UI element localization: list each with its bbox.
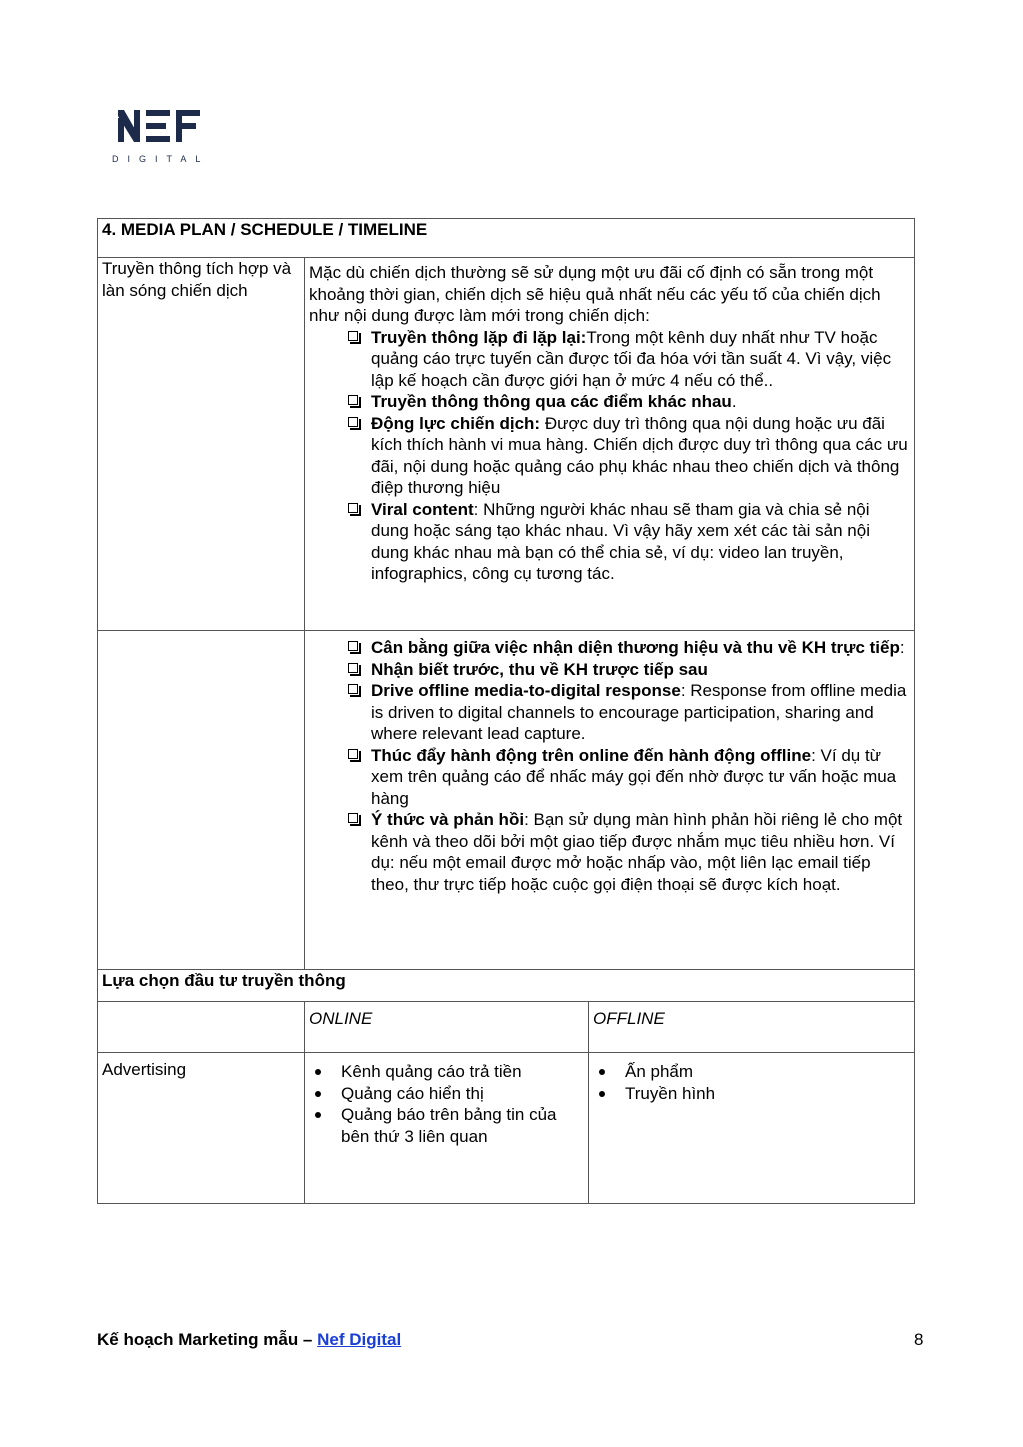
- investment-blank-cell: [98, 1002, 305, 1053]
- list-item: Nhận biết trước, thu về KH trược tiếp sau: [341, 659, 910, 681]
- list-item: Quảng báo trên bảng tin của bên thứ 3 liên quan: [309, 1104, 584, 1147]
- list-item: Truyền thông thông qua các điểm khác nhau.: [341, 391, 910, 413]
- company-logo: [110, 100, 220, 170]
- bullet-icon: [315, 1069, 321, 1075]
- list-item: Drive offline media-to-digital response: Response from offline media is driven to digital channels to encourage participation, sharing and where relevant lead capture.: [341, 680, 910, 745]
- bullet-icon: [315, 1112, 321, 1118]
- bullet-icon: [599, 1069, 605, 1075]
- advertising-label: Advertising: [98, 1053, 305, 1204]
- list-item: Ý thức và phản hồi: Bạn sử dụng màn hình phản hồi riêng lẻ cho một kênh và theo dõi bởi một giao tiếp được nhắm mục tiêu nhiều hơn. Ví dụ: nếu một email được mở hoặc nhấp vào, một liên lạc email tiếp theo, thư trực tiếp hoặc cuộc gọi điện thoại sẽ được kích hoạt.: [341, 809, 910, 895]
- row1-content: [305, 258, 915, 631]
- checkbox-icon: [348, 641, 358, 651]
- list-item: Truyền hình: [593, 1083, 910, 1105]
- checkbox-icon: [348, 663, 358, 673]
- checkbox-icon: [348, 749, 358, 759]
- list-item: Truyền thông lặp đi lặp lại:Trong một kênh duy nhất như TV hoặc quảng cáo trực tuyến cần được tối đa hóa với tần suất 4. Vì vậy, việc lập kế hoạch cần được giới hạn ở mức 4 nếu có thể..: [341, 327, 910, 392]
- footer-title-text: Kế hoạch Marketing mẫu –: [97, 1330, 318, 1349]
- list-item: Ấn phẩm: [593, 1061, 910, 1083]
- checkbox-icon: [348, 395, 358, 405]
- checkbox-icon: [348, 331, 358, 341]
- media-plan-table: [97, 218, 915, 1204]
- footer-link[interactable]: Nef Digital: [317, 1330, 402, 1349]
- row2-content: [305, 631, 915, 970]
- row2-list: [309, 637, 910, 895]
- investment-header: Lựa chọn đầu tư truyền thông: [98, 970, 915, 1002]
- column-online: ONLINE: [305, 1002, 589, 1053]
- column-offline: OFFLINE: [589, 1002, 915, 1053]
- list-item: Viral content: Những người khác nhau sẽ tham gia và chia sẻ nội dung hoặc sáng tạo khác nhau. Vì vậy hãy xem xét các tài sản nội dung khác nhau mà bạn có thể chia sẻ, ví dụ: video lan truyền, infographics, công cụ tương tác.: [341, 499, 910, 585]
- online-cell: [305, 1053, 589, 1204]
- checkbox-icon: [348, 684, 358, 694]
- logo-subtext: DIGITAL: [112, 154, 210, 164]
- bullet-icon: [315, 1091, 321, 1097]
- row1-list: [309, 327, 910, 585]
- page-number: 8: [914, 1330, 924, 1349]
- list-item: Cân bằng giữa việc nhận diện thương hiệu và thu về KH trực tiếp:: [341, 637, 910, 659]
- row1-intro: Mặc dù chiến dịch thường sẽ sử dụng một ưu đãi cố định có sẵn trong một khoảng thời gian, chiến dịch sẽ hiệu quả nhất nếu các yếu tố của chiến dịch như nội dung được làm mới trong chiến dịch:: [309, 263, 881, 325]
- checkbox-icon: [348, 503, 358, 513]
- list-item: Quảng cáo hiển thị: [309, 1083, 584, 1105]
- checkbox-icon: [348, 417, 358, 427]
- checkbox-icon: [348, 813, 358, 823]
- section-header: 4. MEDIA PLAN / SCHEDULE / TIMELINE: [98, 219, 915, 258]
- offline-list: [593, 1061, 910, 1104]
- online-list: [309, 1061, 584, 1147]
- list-item: Động lực chiến dịch: Được duy trì thông qua nội dung hoặc ưu đãi kích thích hành vi mua hàng. Chiến dịch được duy trì thông qua các ưu đãi, nội dung hoặc quảng cáo phụ khác nhau theo chiến dịch và thông điệp thương hiệu: [341, 413, 910, 499]
- bullet-icon: [599, 1091, 605, 1097]
- row2-label: [98, 631, 305, 970]
- footer-title: [97, 1330, 401, 1350]
- offline-cell: [589, 1053, 915, 1204]
- list-item: Thúc đẩy hành động trên online đến hành động offline: Ví dụ từ xem trên quảng cáo để nhấc máy gọi đến nhờ được tư vấn hoặc mua hàng: [341, 745, 910, 810]
- row1-label: Truyền thông tích hợp và làn sóng chiến dịch: [98, 258, 305, 631]
- list-item: Kênh quảng cáo trả tiền: [309, 1061, 584, 1083]
